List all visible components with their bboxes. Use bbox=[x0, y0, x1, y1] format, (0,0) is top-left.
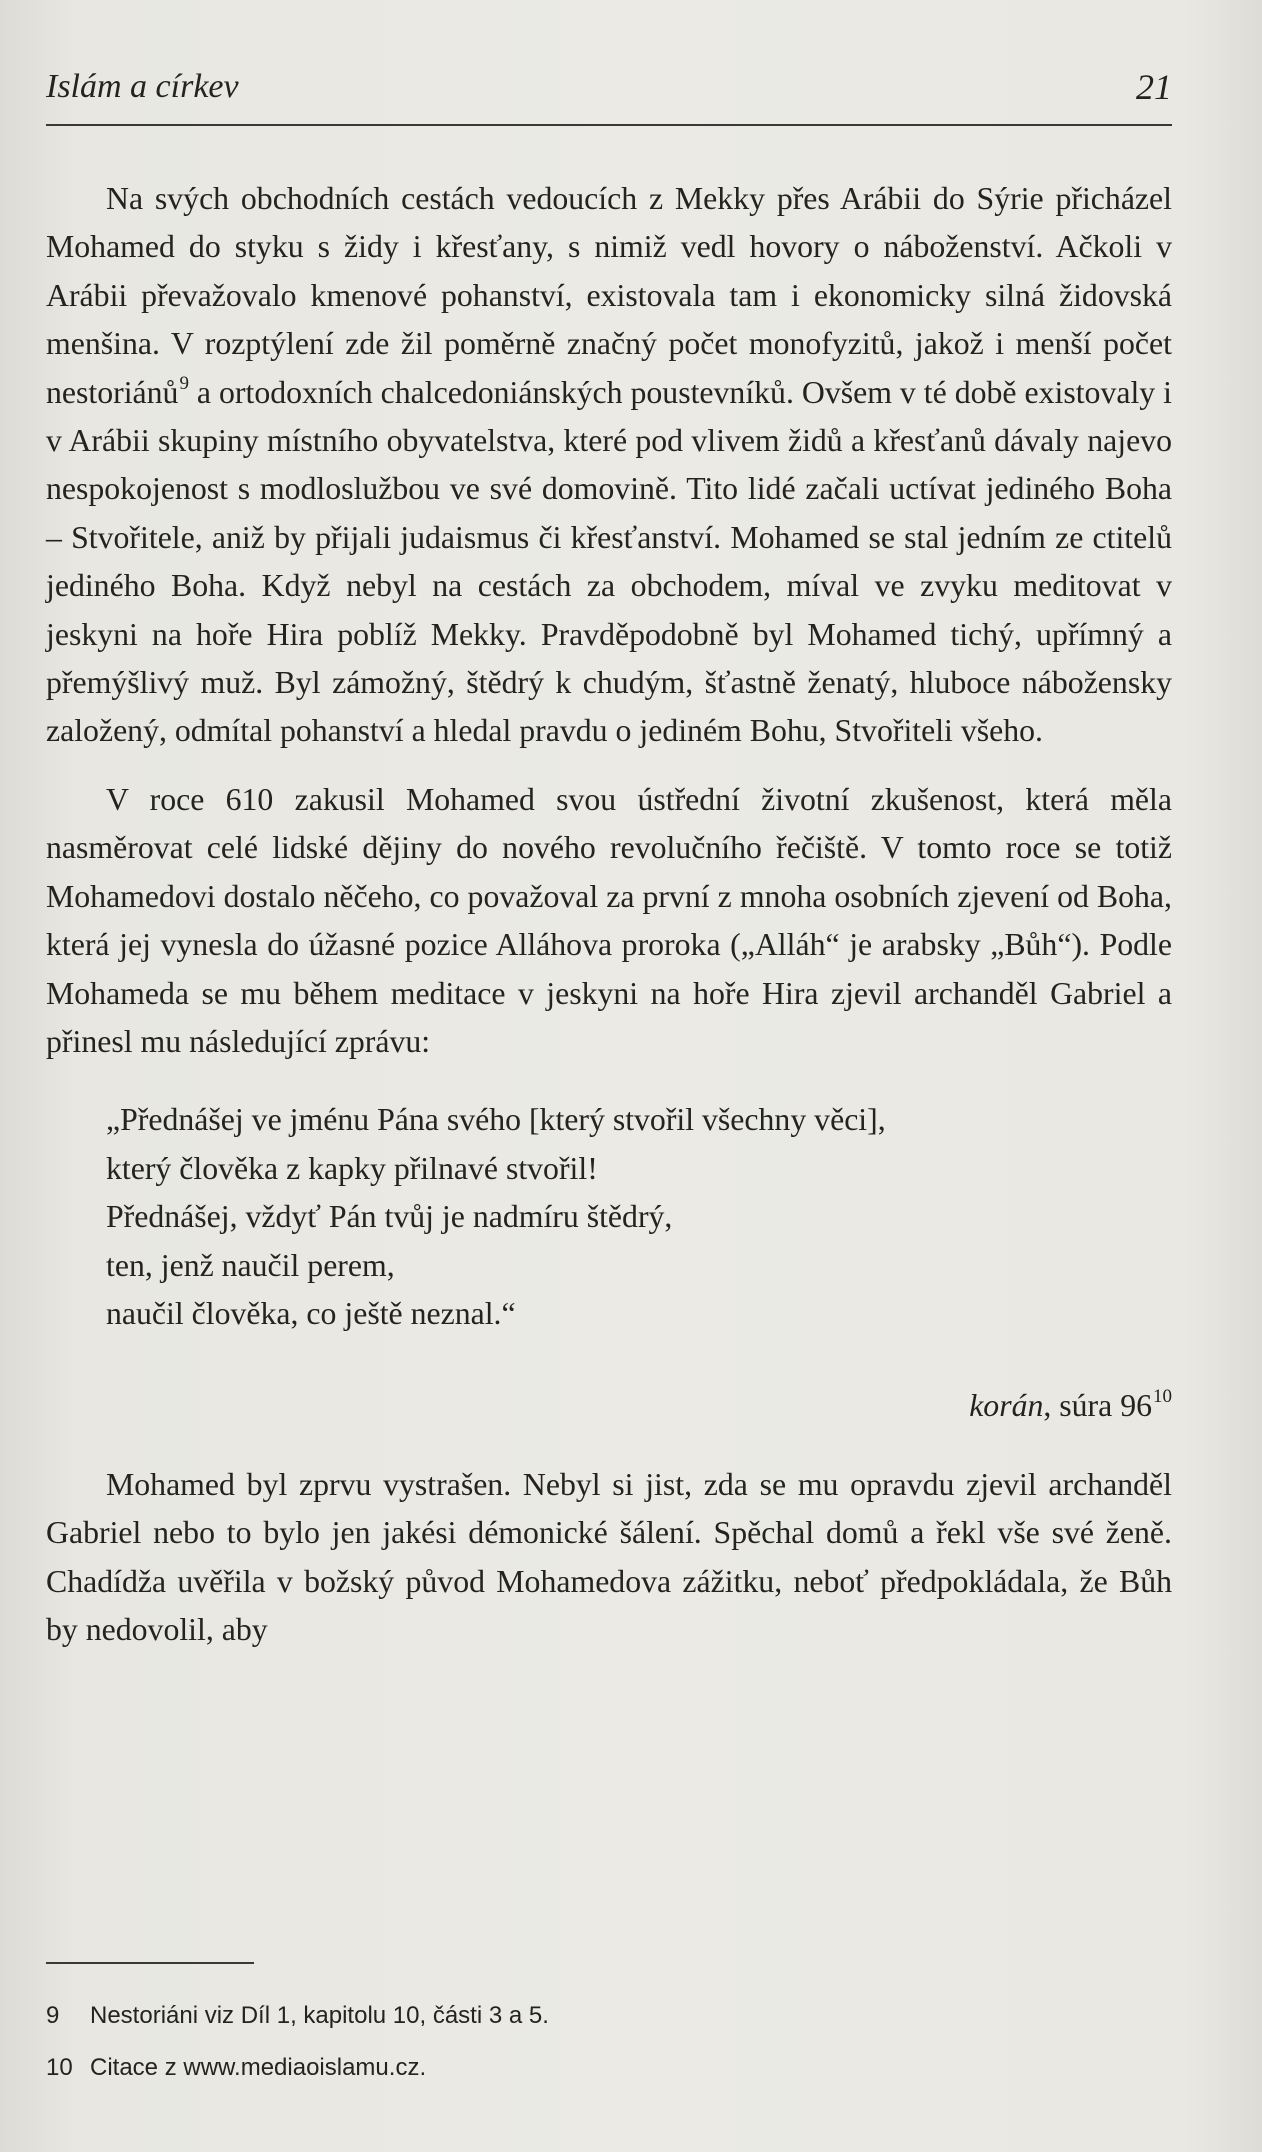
running-title: Islám a církev bbox=[46, 68, 239, 105]
footnote-divider bbox=[46, 1962, 254, 1964]
paragraph-1-text: Na svých obchodních cestách vedoucích z Mekky přes Arábii do Sýrie přicházel Mohamed do styku s židy i křesťany, s nimiž vedl hovory o náboženství. Ačkoli v Arábii převažovalo kmenové pohanství, existovala tam i ekonomicky silná židovská menšina. V rozptýlení zde žil poměrně značný počet monofyzitů, jakož i menší počet nestoriánů bbox=[46, 181, 1172, 410]
verse-line: který člověka z kapky přilnavé stvořil! bbox=[106, 1150, 598, 1186]
paragraph-2: V roce 610 zakusil Mohamed svou ústřední životní zkušenost, která měla nasměrovat celé lidské dějiny do nového revolučního řečiště. V tomto roce se totiž Mohamedovi dostalo něčeho, co považoval za první z mnoha osobních zjevení od Boha, která jej vynesla do úžasné pozice Alláhova proroka („Alláh“ je arabsky „Bůh“). Podle Mohameda se mu během meditace v jeskyni na hoře Hira zjevil archanděl Gabriel a přinesl mu následující zprávu: bbox=[46, 781, 1172, 1059]
citation-source: korán bbox=[969, 1388, 1044, 1424]
footnote-number: 9 bbox=[46, 2002, 60, 2029]
footnote-ref-10: 10 bbox=[1153, 1386, 1172, 1408]
footnote-number: 10 bbox=[46, 2054, 73, 2081]
paragraph-1-text-continued: a ortodoxních chalcedoniánských poustevníků. Ovšem v té době existovaly i v Arábii skupiny místního obyvatelstva, které pod vlivem židů a křesťanů dávaly najevo nespokojenost s modloslužbou ve své domovině. Tito lidé začali uctívat jediného Boha – Stvořitele, aniž by přijali judaismus či křesťanství. Mohamed se stal jedním ze ctitelů jediného Boha. Když nebyl na cestách za obchodem, míval ve zvyku meditovat v jeskyni na hoře Hira poblíž Mekky. Pravděpodobně byl Mohamed tichý, upřímný a přemýšlivý muž. Byl zámožný, štědrý k chudým, šťastně ženatý, hluboce nábožensky založený, odmítal pohanství a hledal pravdu o jediném Bohu, Stvořiteli všeho. bbox=[46, 374, 1172, 749]
footnote-10 bbox=[46, 2042, 549, 2094]
quoted-verse bbox=[106, 1096, 1172, 1338]
verse-line: naučil člověka, co ještě neznal.“ bbox=[106, 1295, 516, 1331]
body-text bbox=[46, 175, 1172, 1654]
paragraph-3: Mohamed byl zprvu vystrašen. Nebyl si jist, zda se mu opravdu zjevil archanděl Gabriel nebo to bylo jen jakési démonické šálení. Spěchal domů a řekl vše své ženě. Chadídža uvěřila v božský původ Mohamedova zážitku, neboť předpokládala, že Bůh by nedovolil, aby bbox=[46, 1466, 1172, 1647]
citation-reference: , súra 96 bbox=[1043, 1388, 1152, 1424]
verse-line: ten, jenž naučil perem, bbox=[106, 1247, 395, 1283]
footnote-text: Citace z www.mediaoislamu.cz. bbox=[90, 2054, 427, 2081]
verse-line: Přednášej, vždyť Pán tvůj je nadmíru štědrý, bbox=[106, 1199, 673, 1235]
footnote-9 bbox=[46, 1990, 549, 2042]
verse-line: „Přednášej ve jménu Pána svého [který stvořil všechny věci], bbox=[106, 1102, 886, 1138]
footnotes bbox=[46, 1990, 549, 2094]
footnote-ref-9: 9 bbox=[179, 372, 189, 394]
verse-citation bbox=[46, 1382, 1172, 1430]
paragraph-1 bbox=[46, 175, 1172, 756]
running-header bbox=[46, 62, 1172, 126]
footnote-text: Nestoriáni viz Díl 1, kapitolu 10, části 3 a 5. bbox=[90, 2002, 549, 2029]
page-number: 21 bbox=[1136, 67, 1172, 107]
